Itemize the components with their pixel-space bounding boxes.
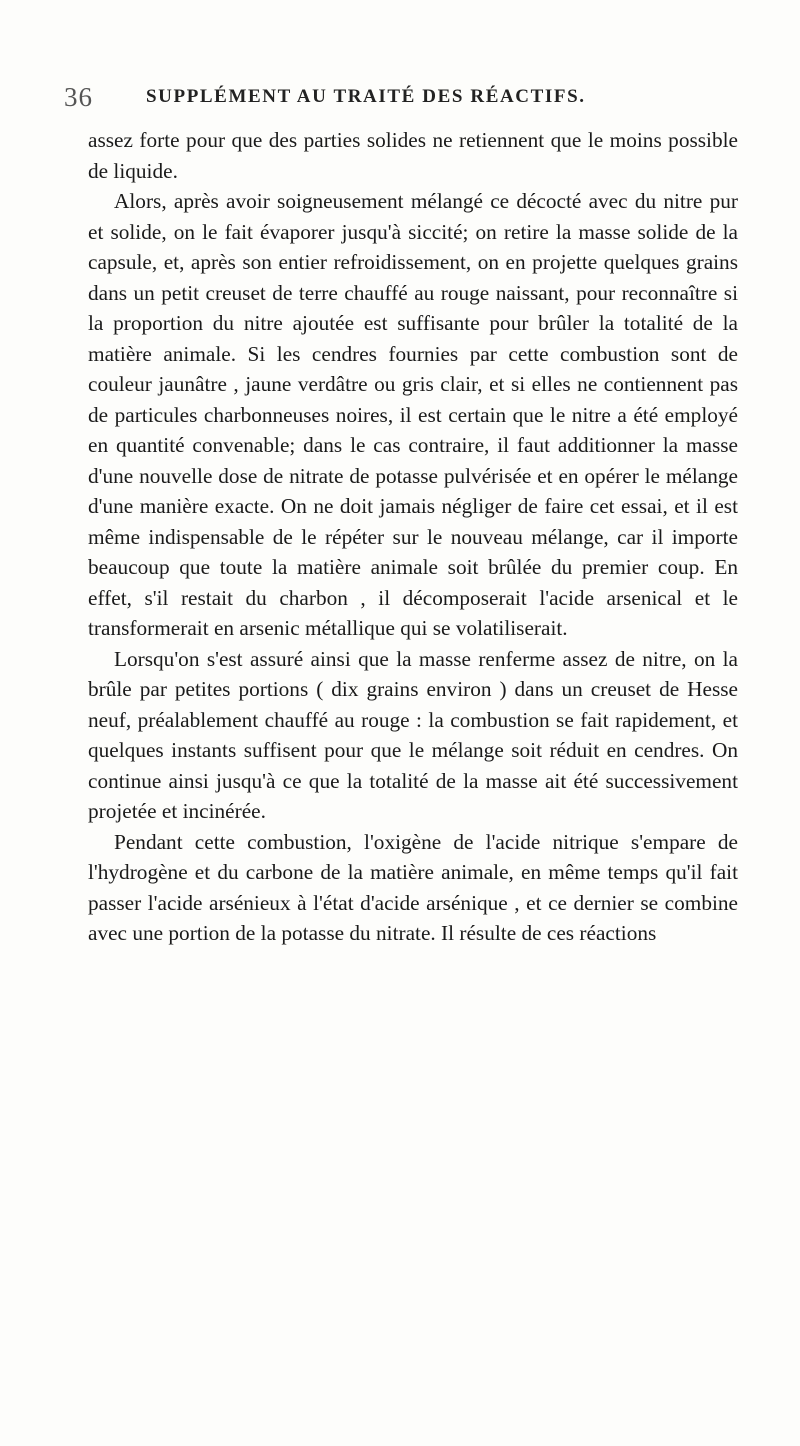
paragraph-1: assez forte pour que des parties solides ne retiennent que le moins possible de liquide. [88, 128, 738, 183]
paragraph-3: Lorsqu'on s'est assuré ainsi que la masse renferme assez de nitre, on la brûle par petites portions ( dix grains environ ) dans un creuset de Hesse neuf, préalablement chauffé au rouge : la combustion se fait rapidement, et quelques instants suffisent pour que le mélange soit réduit en cendres. On continue ainsi jusqu'à ce que la totalité de la masse ait été successivement projetée et incinérée. [88, 646, 738, 823]
page-number: 36 [64, 82, 93, 112]
paragraph-4: Pendant cette combustion, l'oxigène de l'acide nitrique s'empare de l'hydrogène et du carbone de la matière animale, en même temps qu'il fait passer l'acide arsénieux à l'état d'acide arsénique , et ce dernier se combine avec une portion de la potasse du nitrate. Il résulte de ces réactions [88, 829, 738, 945]
running-title: SUPPLÉMENT AU TRAITÉ DES RÉACTIFS. [146, 86, 586, 107]
running-head [64, 82, 744, 112]
body-text [88, 125, 738, 949]
paragraph-2: Alors, après avoir soigneusement mélangé ce décocté avec du nitre pur et solide, on le fait évaporer jusqu'à siccité; on retire la masse solide de la capsule, et, après son entier refroidissement, on en projette quelques grains dans un petit creuset de terre chauffé au rouge naissant, pour reconnaître si la proportion du nitre ajoutée est suffisante pour brûler la totalité de la matière animale. Si les cendres fournies par cette combustion sont de couleur jaunâtre , jaune verdâtre ou gris clair, et si elles ne contiennent pas de particules charbonneuses noires, il est certain que le nitre a été employé en quantité convenable; dans le cas contraire, il faut additionner la masse d'une nouvelle dose de nitrate de potasse pulvérisée et en opérer le mélange d'une manière exacte. On ne doit jamais négliger de faire cet essai, et il est même indispensable de le répéter sur le nouveau mélange, car il importe beaucoup que toute la matière animale soit brûlée du premier coup. En effet, s'il restait du charbon , il décomposerait l'acide arsenical et le transformerait en arsenic métallique qui se volatiliserait. [88, 189, 738, 640]
